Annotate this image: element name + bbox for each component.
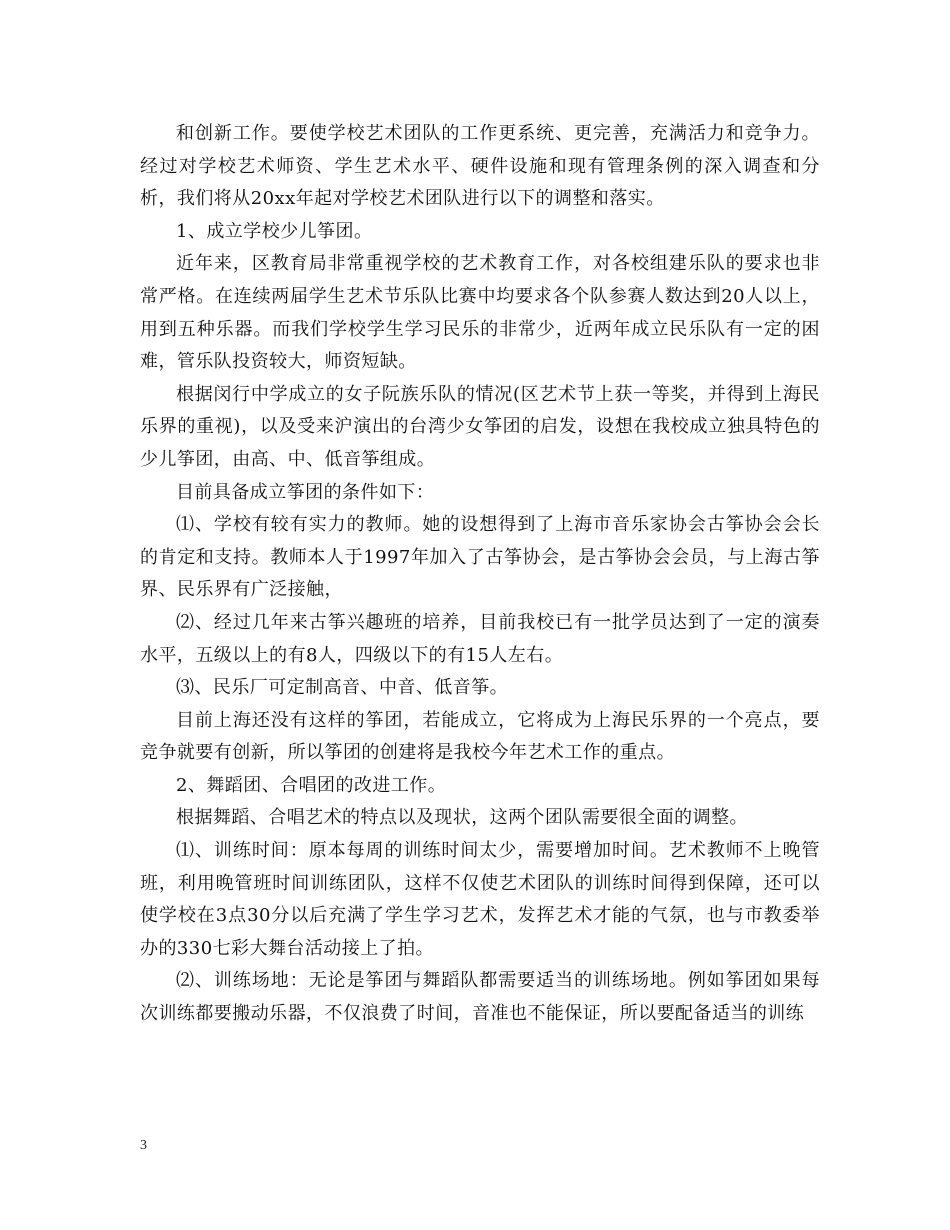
paragraph: 根据舞蹈、合唱艺术的特点以及现状，这两个团队需要很全面的调整。 xyxy=(176,807,748,829)
paragraph: ⑵、训练场地：无论是筝团与舞蹈队都需要适当的训练场地。例如筝团如果每次训练都要搬动乐器，不仅浪费了时间，音准也不能保证，所以要配备适当的训练 xyxy=(140,970,820,1025)
paragraph: 根据闵行中学成立的女子阮族乐队的情况(区艺术节上获一等奖，并得到上海民乐界的重视)，以及受来沪演出的台湾少女筝团的启发，设想在我校成立独具特色的少儿筝团，由高、中、低音筝组成。 xyxy=(140,383,820,470)
paragraph: 和创新工作。要使学校艺术团队的工作更系统、更完善，充满活力和竞争力。经过对学校艺术师资、学生艺术水平、硬件设施和现有管理条例的深入调查和分析，我们将从20xx年起对学校艺术团队进行以下的调整和落实。 xyxy=(140,123,820,210)
paragraph: 2、舞蹈团、合唱团的改进工作。 xyxy=(176,774,447,796)
paragraph: 目前上海还没有这样的筝团，若能成立，它将成为上海民乐界的一个亮点，要竞争就要有创新，所以筝团的创建将是我校今年艺术工作的重点。 xyxy=(140,709,820,764)
page-number: 3 xyxy=(140,1138,147,1153)
paragraph: ⑵、经过几年来古筝兴趣班的培养，目前我校已有一批学员达到了一定的演奏水平，五级以上的有8人，四级以下的有15人左右。 xyxy=(140,611,820,666)
paragraph: ⑶、民乐厂可定制高音、中音、低音筝。 xyxy=(176,677,509,699)
paragraph: 近年来，区教育局非常重视学校的艺术教育工作，对各校组建乐队的要求也非常严格。在连续两届学生艺术节乐队比赛中均要求各个队参赛人数达到20人以上，用到五种乐器。而我们学校学生学习民乐的非常少，近两年成立民乐队有一定的困难，管乐队投资较大，师资短缺。 xyxy=(140,253,820,373)
paragraph: 1、成立学校少儿筝团。 xyxy=(176,220,373,242)
paragraph: 目前具备成立筝团的条件如下： xyxy=(176,481,435,503)
document-body xyxy=(140,118,820,1031)
paragraph: ⑴、学校有较有实力的教师。她的设想得到了上海市音乐家协会古筝协会会长的肯定和支持。教师本人于1997年加入了古筝协会，是古筝协会会员，与上海古筝界、民乐界有广泛接触， xyxy=(140,514,820,601)
paragraph: ⑴、训练时间：原本每周的训练时间太少，需要增加时间。艺术教师不上晚管班，利用晚管班时间训练团队，这样不仅使艺术团队的训练时间得到保障，还可以使学校在3点30分以后充满了学生学习艺术，发挥艺术才能的气氛，也与市教委举办的330七彩大舞台活动接上了拍。 xyxy=(140,840,820,959)
